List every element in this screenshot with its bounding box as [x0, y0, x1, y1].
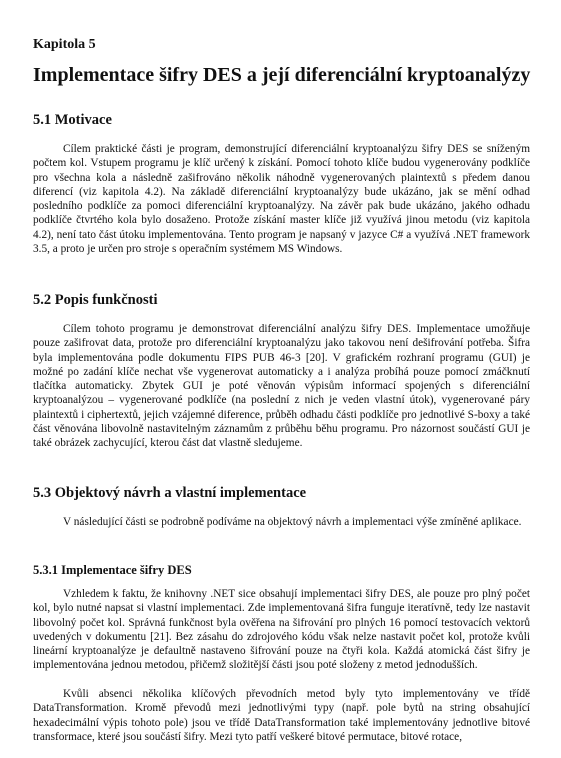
section-heading-5-3: 5.3 Objektový návrh a vlastní implementace [33, 485, 307, 501]
section-heading-5-1: 5.1 Motivace [33, 112, 112, 128]
section-5-2-paragraph: Cílem tohoto programu je demonstrovat diferenciální analýzu šifry DES. Implementace umožňuje pouze zašifrovat data, protože pro diferenciální kryptoanalýzu jako takovou není dešifrování potřeba. Šifra byla implementována podle dokumentu FIPS PUB 46-3 [20]. V grafickém rozhraní programu (GUI) je možné po zadání klíče nechat vše vygenerovat automaticky a i analýza probíhá pouze pomocí zmáčknutí tlačítka automaticky. Zbytek GUI je poté věnován výpisům informací spojených s diferenciální kryptoanalýzou – vygenerované podklíče (na poslední z nich je veden vlastní útok), vygenerované páry plaintextů i ciphertextů, jejich vzájemné diference, průběh odhadu části podklíče pro jednotlivé S-boxy a také část věnována libovolně nastavitelným záznamům z průběhu běhu programu. Pro názornost součástí GUI je také obrázek zachycující, kterou část dat vlastně sledujeme. [33, 323, 530, 450]
subsection-5-3-1-paragraph-2: Kvůli absenci několika klíčových převodních metod byly tyto implementovány ve třídě DataTransformation. Kromě převodů mezi jednotlivými typy (např. pole bytů na string obsahující hexadecimální výpis tohoto pole) jsou ve třídě DataTransformation také implementovány jednotlive bitové transformace, které jsou součástí šifry. Mezi tyto patří veškeré bitové permutace, bitové rotace, [33, 688, 530, 743]
chapter-label: Kapitola 5 [33, 37, 96, 52]
subsection-5-3-1-paragraph-1: Vzhledem k faktu, že knihovny .NET sice obsahují implementaci šifry DES, ale pouze pro plný počet kol, bylo nutné napsat si vlastní implementaci. Zde implementovaná šifra funguje iteratívně, tedy lze nastavit libovolný počet kol. Správná funkčnost byla ověřena na šifrování pro plných 16 pomocí testovacích vektorů uvedených v dokumentu [21]. Bez zásahu do zdrojového kódu však nelze nastavit počet kol, protože kvůli lineární kryptoanalýze je defaultně nastaveno šifrování pouze na čtyři kola. Každá atomická část šifry je implementována jednou metodou, přičemž složitější části jsou poté složeny z metod jednodušších. [33, 588, 530, 672]
subsection-heading-5-3-1: 5.3.1 Implementace šifry DES [33, 563, 192, 577]
section-heading-5-2: 5.2 Popis funkčnosti [33, 292, 158, 308]
section-5-1-paragraph: Cílem praktické části je program, demonstrující diferenciální kryptoanalýzu šifry DES se sníženým počtem kol. Vstupem programu je klíč určený k získání. Pomocí tohoto klíče budou vygenerovány podklíče pro všechna kola a následně zašifrováno několik náhodně vygenerovaných plaintextů s předem danou diferencí (viz kapitola 4.2). Na základě diferenciální kryptoanalýzy bude ukázáno, jak se mění odhad posledního podklíče za pomoci diferenciální kryptoanalýzy. Na závěr pak bude ukázáno, jakého odhadu podklíče čtvrtého kola bylo dosaženo. Protože získání master klíče již využívá jinou metodu (viz kapitola 4.2), není tato část útoku implementována. Tento program je napsaný v jazyce C# a využívá .NET framework 3.5, a proto je určen pro stroje s operačním systémem MS Windows. [33, 143, 530, 256]
section-5-3-paragraph: V následující části se podrobně podíváme na objektový návrh a implementaci výše zmíněné aplikace. [63, 516, 522, 528]
chapter-title: Implementace šifry DES a její diferenciální kryptoanalýzy [33, 64, 531, 86]
